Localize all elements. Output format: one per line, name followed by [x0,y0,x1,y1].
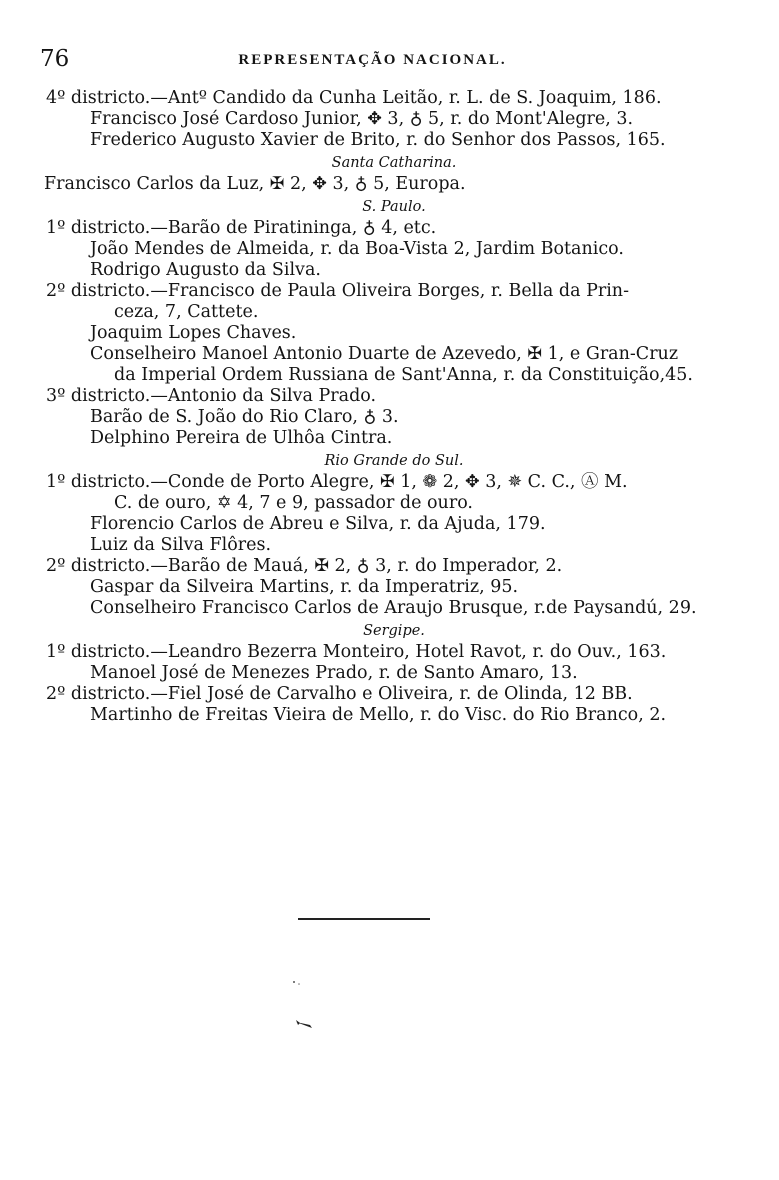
text-line: 1º districto.—Leandro Bezerra Monteiro, Hotel Ravot, r. do Ouv., 163. [46,642,667,662]
text-line: 2º districto.—Fiel José de Carvalho e Oliveira, r. de Olinda, 12 BB. [46,684,633,704]
text-line: da Imperial Ordem Russiana de Sant'Anna, r. da Constituição,45. [114,365,693,385]
section-heading: Rio Grande do Sul. [324,453,464,469]
page-header [40,46,705,80]
text-body [44,88,704,726]
section-heading: S. Paulo. [362,199,426,215]
text-line: 2º districto.—Francisco de Paula Oliveira Borges, r. Bella da Prin- [46,281,629,301]
text-line: João Mendes de Almeida, r. da Boa-Vista 2, Jardim Botanico. [90,239,624,259]
text-line: Rodrigo Augusto da Silva. [90,260,321,280]
text-line: Francisco José Cardoso Junior, ✥ 3, ♁ 5, r. do Mont'Alegre, 3. [90,109,634,129]
text-line: Gaspar da Silveira Martins, r. da Imperatriz, 95. [90,577,519,597]
text-line: 1º districto.—Conde de Porto Alegre, ✠ 1, ❁ 2, ✥ 3, ✵ C. C., Ⓐ M. [46,472,628,492]
page-number: 76 [40,46,70,72]
text-line: C. de ouro, ✡ 4, 7 e 9, passador de ouro. [114,493,473,513]
ink-speck-mark [288,978,338,1028]
text-line: Manoel José de Menezes Prado, r. de Santo Amaro, 13. [90,663,578,683]
text-line: Frederico Augusto Xavier de Brito, r. do Senhor dos Passos, 165. [90,130,666,150]
text-line: Conselheiro Manoel Antonio Duarte de Azevedo, ✠ 1, e Gran-Cruz [90,344,679,364]
section-heading: Santa Catharina. [331,155,457,171]
text-line: Martinho de Freitas Vieira de Mello, r. do Visc. do Rio Branco, 2. [90,705,667,725]
text-line: Conselheiro Francisco Carlos de Araujo Brusque, r.de Paysandú, 29. [90,598,697,618]
text-line: 3º districto.—Antonio da Silva Prado. [46,386,377,406]
text-line: ceza, 7, Cattete. [114,302,259,322]
section-heading: Sergipe. [363,623,425,639]
text-line: Francisco Carlos da Luz, ✠ 2, ✥ 3, ♁ 5, Europa. [44,174,466,194]
text-line: Joaquim Lopes Chaves. [90,323,297,343]
text-line: 4º districto.—Antº Candido da Cunha Leitão, r. L. de S. Joaquim, 186. [46,88,662,108]
text-line: Barão de S. João do Rio Claro, ♁ 3. [90,407,399,427]
text-line: Delphino Pereira de Ulhôa Cintra. [90,428,393,448]
section-end-rule [298,918,430,920]
text-line: Luiz da Silva Flôres. [90,535,272,555]
running-title: REPRESENTAÇÃO NACIONAL. [238,52,507,68]
text-line: 1º districto.—Barão de Piratininga, ♁ 4, etc. [46,218,437,238]
text-line: 2º districto.—Barão de Mauá, ✠ 2, ♁ 3, r. do Imperador, 2. [46,556,563,576]
text-line: Florencio Carlos de Abreu e Silva, r. da Ajuda, 179. [90,514,546,534]
